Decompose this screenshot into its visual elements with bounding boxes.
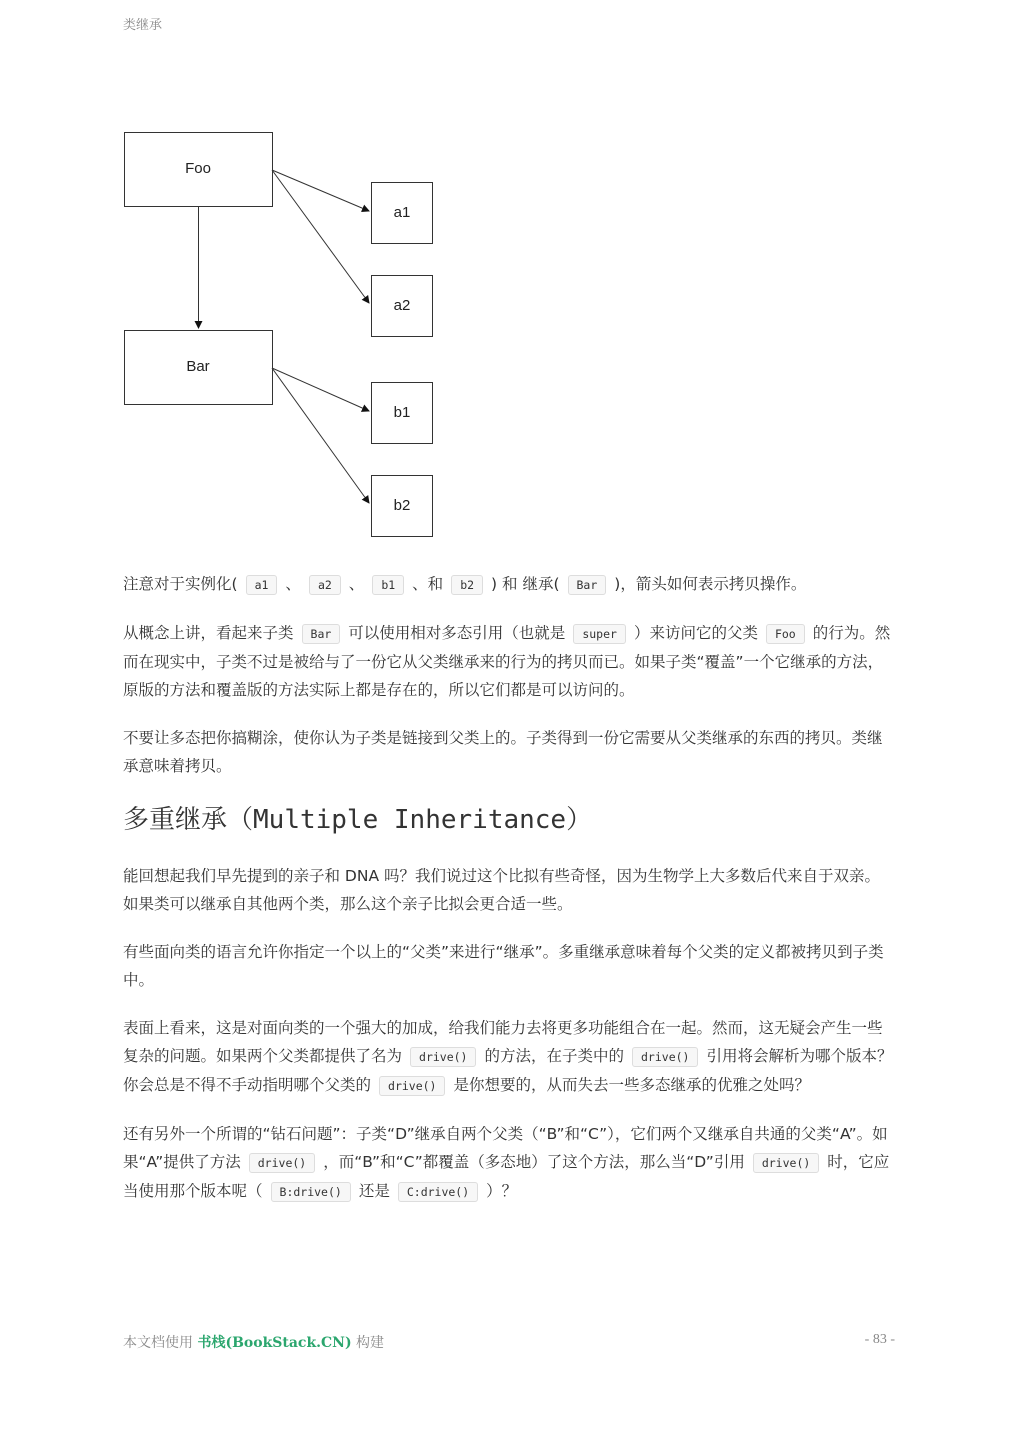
- code-super: super: [573, 624, 626, 644]
- text: 从概念上讲，看起来子类: [123, 624, 294, 642]
- paragraph-drive: [123, 1014, 895, 1100]
- code-b2: b2: [451, 575, 483, 595]
- bookstack-link[interactable]: 书栈(BookStack.CN): [197, 1335, 352, 1351]
- text: ) 和 继承(: [491, 575, 560, 593]
- paragraph-polymorphism: 不要让多态把你搞糊涂，使你认为子类是链接到父类上的。子类得到一份它需要从父类继承的东西的拷贝。类继承意味着拷贝。: [123, 729, 883, 775]
- footer-suffix: 构建: [351, 1335, 385, 1351]
- node-bar-label: Bar: [186, 358, 210, 375]
- page-number: - 83 -: [864, 1332, 895, 1347]
- section-heading: [123, 800, 895, 840]
- node-a2-label: a2: [393, 297, 411, 314]
- paragraph-diamond: [123, 1120, 895, 1206]
- node-b2-label: b2: [393, 497, 411, 514]
- code-b-drive: B:drive(): [271, 1182, 351, 1202]
- node-a1-label: a1: [393, 204, 411, 221]
- text: 、和: [412, 575, 444, 593]
- code-drive: drive(): [379, 1076, 445, 1096]
- node-foo-label: Foo: [185, 160, 211, 177]
- running-header: 类继承: [123, 18, 163, 33]
- text: 时，它应当使用那个版本呢（: [123, 1153, 890, 1200]
- code-bar: Bar: [568, 575, 607, 595]
- code-bar: Bar: [302, 624, 341, 644]
- code-c-drive: C:drive(): [398, 1182, 478, 1202]
- paragraph-dna: 能回想起我们早先提到的亲子和 DNA 吗？我们说过这个比拟有些奇怪，因为生物学上大多数后代来自于双亲。如果类可以继承自其他两个类，那么这个亲子比拟会更合适一些。: [123, 867, 880, 913]
- text: 还是: [358, 1182, 390, 1200]
- text: 、: [285, 575, 301, 593]
- text: ，而“B”和“C”都覆盖（多态地）了这个方法，那么当“D”引用: [323, 1153, 745, 1171]
- text: 是你想要的，从而失去一些多态继承的优雅之处吗？: [453, 1076, 810, 1094]
- text: 注意对于实例化(: [123, 575, 238, 593]
- article-body: [123, 570, 895, 1226]
- arrow-bar-b2: [272, 368, 369, 503]
- footer-prefix: 本文档使用: [123, 1335, 198, 1351]
- paragraph-conceptual: [123, 619, 895, 704]
- code-a1: a1: [246, 575, 278, 595]
- code-drive: drive(): [410, 1047, 476, 1067]
- arrow-foo-a2: [272, 170, 369, 303]
- text: 的方法，在子类中的: [484, 1047, 624, 1065]
- text: 的行为。然而在现实中，子类不过是被给与了一份它从父类继承来的行为的拷贝而已。如果子类“覆盖”一个它继承的方法，原版的方法和覆盖版的方法实际上都是存在的，所以它们都是可以访问的。: [123, 624, 891, 699]
- code-drive: drive(): [753, 1153, 819, 1173]
- heading-cn: 多重继承（: [123, 805, 254, 835]
- text: ）？: [486, 1182, 518, 1200]
- text: 可以使用相对多态引用（也就是: [348, 624, 566, 642]
- text: 还有另外一个所谓的“钻石问题”：子类“D”继承自两个父类（“B”和“C”），它们两个又继承自共通的父类“A”。如果“A”提供了方法: [123, 1125, 888, 1171]
- text: 引用将会解析为哪个版本？你会总是不得不手动指明哪个父类的: [123, 1047, 893, 1094]
- text: 表面上看来，这是对面向类的一个强大的加成，给我们能力去将更多功能组合在一起。然而，这无疑会产生一些复杂的问题。如果两个父类都提供了名为: [123, 1019, 883, 1065]
- code-a2: a2: [309, 575, 341, 595]
- paragraph-instantiation: [123, 570, 895, 599]
- code-drive: drive(): [632, 1047, 698, 1067]
- code-drive: drive(): [249, 1153, 315, 1173]
- text: ）来访问它的父类: [633, 624, 758, 642]
- paragraph-multiple-parents: 有些面向类的语言允许你指定一个以上的“父类”来进行“继承”。多重继承意味着每个父类的定义都被拷贝到子类中。: [123, 943, 884, 989]
- page-footer: [123, 1332, 895, 1352]
- code-foo: Foo: [766, 624, 805, 644]
- code-b1: b1: [372, 575, 404, 595]
- text: 、: [348, 575, 365, 593]
- node-b1-label: b1: [393, 404, 411, 421]
- heading-en: Multiple Inheritance: [253, 805, 567, 835]
- text: )，箭头如何表示拷贝操作。: [614, 575, 807, 593]
- inheritance-diagram: [0, 0, 1019, 560]
- arrow-bar-b1: [272, 368, 369, 411]
- heading-end: ）: [566, 805, 593, 835]
